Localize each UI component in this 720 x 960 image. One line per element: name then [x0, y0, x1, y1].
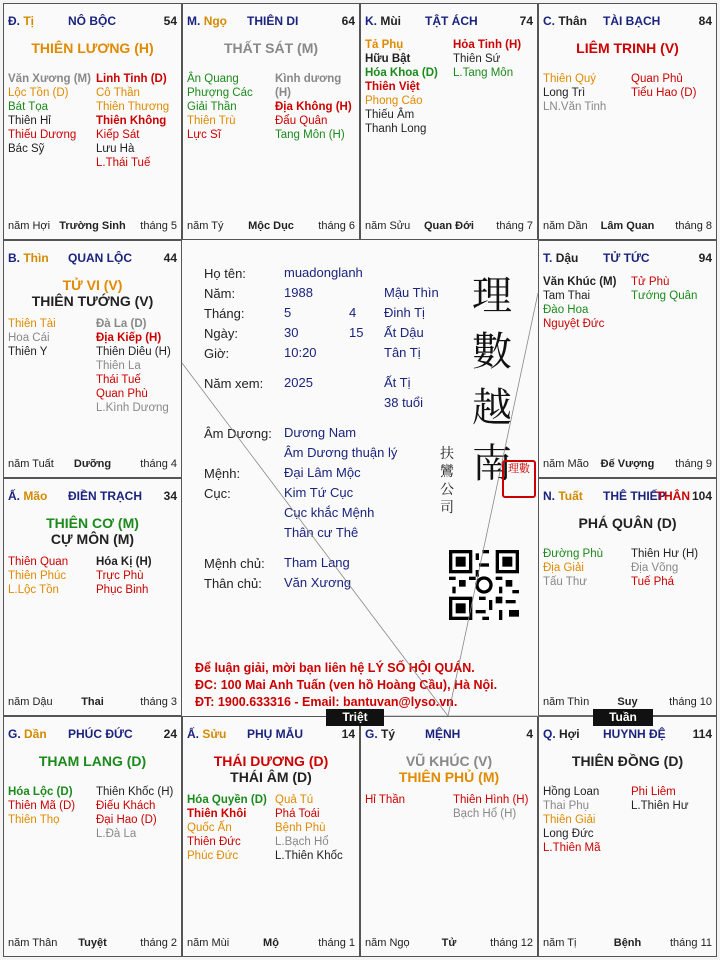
palace-name: THÊ THIẾP [603, 489, 666, 503]
minor-star: Thiên Việt [365, 81, 420, 93]
minor-star: Đường Phù [543, 548, 603, 560]
minor-star: Hỏa Tinh (H) [453, 39, 522, 51]
minor-star: Thiên Khốc (H) [96, 786, 174, 798]
minor-star: Hóa Quyền (D) [187, 794, 267, 806]
minor-star: Ân Quang [187, 73, 239, 85]
minor-star: Linh Tinh (D) [96, 73, 167, 85]
view-label: Năm xem: [204, 376, 264, 391]
palace-name: ĐIỀN TRẠCH [68, 489, 142, 503]
year-label: năm Hợi [8, 220, 51, 232]
calli-char-1: 理 [472, 273, 512, 319]
heavenly-stem: Q. [543, 727, 556, 741]
main-star: THIÊN CƠ (M) [46, 515, 139, 531]
decade-number: 114 [692, 727, 712, 741]
minor-star: Thiếu Dương [8, 129, 77, 141]
minor-star: Thiên Hình (H) [453, 794, 529, 806]
minor-star: Lộc Tồn (D) [8, 87, 69, 99]
aspect-lines [3, 3, 717, 957]
contact-line-1: Để luận giải, mời bạn liên hệ LÝ SỐ HỘI QUÁN. [195, 661, 475, 675]
minor-star: Thiên Thọ [8, 814, 60, 826]
heavenly-stem: Đ. [8, 14, 20, 28]
minor-star: Đào Hoa [543, 304, 589, 316]
minor-star: Tang Môn (H) [275, 129, 345, 141]
amduong-value-2: Âm Dương thuận lý [284, 445, 398, 460]
thanchu-value: Văn Xương [284, 575, 352, 590]
decade-number: 84 [698, 14, 712, 28]
year-label: năm Thân [8, 937, 58, 949]
trang-sinh-label: Trường Sinh [59, 220, 126, 232]
minor-star: Văn Khúc (M) [543, 276, 617, 288]
heavenly-stem: B. [8, 251, 20, 265]
year-label: năm Thìn [543, 696, 590, 708]
day-can: Ất Dậu [384, 325, 424, 340]
minor-star: Văn Xương (M) [8, 73, 91, 85]
name-value: muadonglanh [284, 265, 363, 280]
menhchu-value: Tham Lang [284, 555, 350, 570]
cuc-label: Cục: [204, 486, 231, 501]
calli-char-4: 南 [472, 441, 512, 487]
earthly-branch: Dậu [555, 251, 579, 265]
heavenly-stem: G. [365, 727, 378, 741]
year-label: năm Tị [543, 937, 577, 949]
hour-can: Tân Tị [384, 345, 421, 360]
palace-name: TẬT ÁCH [425, 14, 478, 28]
decade-number: 64 [341, 14, 355, 28]
palace-name: NÔ BỘC [68, 14, 116, 28]
minor-star: L.Kình Dương [96, 402, 169, 414]
heavenly-stem: Ấ. [8, 489, 20, 503]
month-num: 5 [284, 305, 292, 320]
sub-char-1: 扶 [440, 446, 454, 462]
trang-sinh-label: Suy [617, 696, 638, 708]
decade-number: 54 [163, 14, 177, 28]
minor-star: Kình dương (H) [275, 73, 342, 99]
name-label: Họ tên: [204, 266, 246, 281]
minor-star: Kiếp Sát [96, 129, 140, 141]
trang-sinh-label: Tuyệt [78, 937, 107, 949]
minor-star: Bát Tọa [8, 101, 49, 113]
minor-star: Đại Hao (D) [96, 814, 157, 826]
month-label: tháng 12 [490, 937, 533, 949]
calli-char-3: 越 [472, 385, 512, 431]
earthly-branch: Dần [24, 727, 47, 741]
minor-star: L.Bạch Hổ [275, 836, 329, 848]
minor-star: Phượng Các [187, 87, 253, 99]
trang-sinh-label: Mộc Dục [248, 220, 294, 232]
minor-star: Tả Phụ [365, 39, 404, 51]
minor-star: Thiên Quý [543, 73, 597, 85]
amduong-label: Âm Dương: [204, 426, 272, 441]
contact-line-3[interactable]: ĐT: 1900.633316 - Email: bantuvan@lyso.vn. [195, 695, 458, 709]
amduong-value: Dương Nam [284, 425, 357, 440]
main-star: THÁI DƯƠNG (D) [213, 753, 329, 769]
minor-star: Bệnh Phù [275, 822, 326, 834]
heavenly-stem: T. [543, 251, 553, 265]
minor-star: Nguyệt Đức [543, 318, 605, 330]
month-label: tháng 7 [496, 220, 533, 232]
minor-star: Thiên Sứ [453, 53, 501, 65]
earthly-branch: Ngọ [203, 14, 228, 28]
earthly-branch: Tị [23, 14, 35, 28]
minor-star: Phong Cáo [365, 95, 423, 107]
minor-star: Phá Toái [275, 808, 320, 820]
minor-star: Trực Phù [96, 570, 144, 582]
trang-sinh-label: Bệnh [613, 937, 642, 949]
main-star: VŨ KHÚC (V) [405, 753, 493, 769]
palace-name: QUAN LỘC [68, 251, 132, 265]
decade-number: 74 [519, 14, 533, 28]
palace-name: TÀI BẠCH [603, 14, 661, 28]
trang-sinh-label: Dưỡng [73, 458, 112, 470]
minor-star: Thiên Hỉ [8, 115, 51, 127]
day-num: 30 [284, 325, 299, 340]
main-star: THẤT SÁT (M) [223, 40, 319, 56]
minor-star: Địa Không (H) [275, 101, 352, 113]
minor-star: Thanh Long [365, 123, 427, 135]
cuc-value-3: Thân cư Thê [284, 525, 359, 540]
main-star: THIÊN ĐỒNG (D) [571, 753, 684, 769]
minor-star: Thiên Quan [8, 556, 69, 568]
main-star: THIÊN PHỦ (M) [398, 769, 500, 785]
minor-star: Phúc Đức [187, 850, 239, 862]
month-label: tháng 1 [318, 937, 355, 949]
minor-star: Thiên Tài [8, 318, 56, 330]
heavenly-stem: M. [187, 14, 201, 28]
earthly-branch: Mùi [380, 14, 402, 28]
main-star: THAM LANG (D) [38, 753, 147, 769]
hour-value: 10:20 [284, 345, 317, 360]
minor-star: Giải Thần [187, 101, 237, 113]
year-label: năm Dần [543, 220, 588, 232]
minor-star: Tướng Quân [631, 290, 698, 302]
chart-grid [3, 3, 717, 957]
minor-star: Long Trì [543, 87, 586, 99]
than-marker: THÂN [656, 489, 690, 503]
month-label: tháng 10 [669, 696, 712, 708]
minor-star: Đà La (D) [96, 318, 147, 330]
month-lunar: 4 [349, 305, 357, 320]
minor-star: L.Thái Tuế [96, 157, 151, 169]
palace-name: PHỤ MẪU [247, 727, 303, 741]
calli-char-2: 數 [472, 329, 512, 375]
minor-star: Tấu Thư [543, 576, 587, 588]
minor-star: Tam Thai [543, 290, 591, 302]
heavenly-stem: G. [8, 727, 21, 741]
main-star: CỰ MÔN (M) [50, 531, 135, 547]
heavenly-stem: K. [365, 14, 377, 28]
minor-star: Thiên Trù [187, 115, 236, 127]
minor-star: Quả Tú [275, 794, 314, 806]
decade-number: 4 [526, 727, 533, 741]
palace-name: HUYNH ĐỆ [603, 727, 666, 741]
sub-char-2: 鸞 [440, 464, 454, 480]
heavenly-stem: N. [543, 489, 555, 503]
minor-star: Bạch Hổ (H) [453, 808, 517, 820]
main-star: THÁI ÂM (D) [230, 769, 312, 785]
view-year: 2025 [284, 375, 313, 390]
day-label: Ngày: [204, 326, 238, 341]
minor-star: L.Tang Môn [453, 67, 514, 79]
cuc-value-2: Cục khắc Mệnh [284, 505, 375, 520]
month-label: tháng 4 [140, 458, 177, 470]
year-label: năm Tý [187, 220, 224, 232]
minor-star: Tiểu Hao (D) [631, 87, 697, 99]
sub-char-4: 司 [440, 500, 454, 516]
trang-sinh-label: Đế Vượng [600, 458, 655, 470]
year-label: năm Mùi [187, 937, 230, 949]
year-num: 1988 [284, 285, 313, 300]
minor-star: Thiên Không [96, 115, 167, 127]
main-star: TỬ VI (V) [62, 277, 123, 293]
minor-star: Thai Phụ [543, 800, 590, 812]
palace-name: THIÊN DI [247, 14, 299, 28]
month-label: tháng 2 [140, 937, 177, 949]
year-label: năm Tuất [8, 458, 54, 470]
minor-star: Lưu Hà [96, 143, 135, 155]
year-label: năm Sửu [365, 220, 411, 232]
decade-number: 44 [163, 251, 177, 265]
day-lunar: 15 [349, 325, 364, 340]
earthly-branch: Hợi [559, 727, 580, 741]
minor-star: Quốc Ấn [187, 822, 232, 834]
trang-sinh-label: Tử [441, 937, 457, 949]
minor-star: Phục Binh [96, 584, 149, 596]
sub-char-3: 公 [440, 482, 454, 498]
year-label: Năm: [204, 286, 236, 301]
minor-star: Thiếu Âm [365, 109, 415, 121]
view-can: Ất Tị [384, 375, 411, 390]
palace-name: TỬ TỨC [603, 251, 650, 265]
decade-number: 34 [163, 489, 177, 503]
minor-star: Hóa Lộc (D) [8, 786, 73, 798]
decade-number: 24 [163, 727, 177, 741]
trang-sinh-label: Mộ [263, 937, 279, 949]
minor-star: Lực Sĩ [187, 129, 221, 141]
main-star: LIÊM TRINH (V) [576, 40, 679, 56]
earthly-branch: Tý [381, 727, 396, 741]
triet-marker: Triệt [326, 709, 384, 726]
minor-star: L.Đà La [96, 828, 137, 840]
menhchu-label: Mệnh chủ: [204, 556, 265, 571]
minor-star: Phi Liêm [631, 786, 676, 798]
palace-name: MỆNH [425, 727, 461, 741]
trang-sinh-label: Thai [81, 696, 104, 708]
minor-star: Hóa Kị (H) [96, 556, 152, 568]
menh-label: Mệnh: [204, 466, 241, 481]
minor-star: Thiên Hư (H) [631, 548, 699, 560]
year-label: năm Dậu [8, 696, 53, 708]
minor-star: Tuế Phá [631, 576, 675, 588]
earthly-branch: Sửu [202, 727, 227, 741]
minor-star: Địa Kiếp (H) [96, 332, 162, 344]
main-star: PHÁ QUÂN (D) [578, 515, 677, 531]
decade-number: 14 [341, 727, 355, 741]
month-label: Tháng: [204, 306, 245, 321]
heavenly-stem: C. [543, 14, 555, 28]
minor-star: Thiên Giải [543, 814, 596, 826]
minor-star: LN.Văn Tinh [543, 101, 607, 113]
decade-number: 94 [698, 251, 712, 265]
menh-value: Đại Lâm Mộc [284, 465, 361, 480]
minor-star: Hóa Khoa (D) [365, 67, 438, 79]
minor-star: Thái Tuế [96, 374, 141, 386]
month-label: tháng 5 [140, 220, 177, 232]
month-label: tháng 8 [675, 220, 712, 232]
minor-star: Hữu Bật [365, 53, 411, 65]
minor-star: Hồng Loan [543, 786, 600, 798]
month-label: tháng 9 [675, 458, 712, 470]
trang-sinh-label: Quan Đới [424, 220, 474, 232]
contact-line-2: ĐC: 100 Mai Anh Tuấn (ven hồ Hoàng Cầu), Hà Nội. [195, 678, 498, 692]
main-star: THIÊN TƯỚNG (V) [31, 293, 154, 309]
minor-star: Thiên Y [8, 346, 48, 358]
earthly-branch: Thân [558, 14, 588, 28]
thanchu-label: Thân chủ: [204, 576, 262, 591]
minor-star: Long Đức [543, 828, 594, 840]
earthly-branch: Mão [23, 489, 48, 503]
cuc-value: Kim Tứ Cục [284, 485, 354, 500]
minor-star: Quan Phù [96, 388, 148, 400]
year-can: Mậu Thìn [384, 285, 439, 300]
month-can: Đinh Tị [384, 305, 425, 320]
minor-star: L.Lộc Tồn [8, 584, 59, 596]
minor-star: Hoa Cái [8, 332, 50, 344]
minor-star: Tử Phù [631, 276, 670, 288]
minor-star: Quan Phủ [631, 73, 683, 85]
minor-star: L.Thiên Khốc [275, 850, 343, 862]
minor-star: Thiên La [96, 360, 141, 372]
trang-sinh-label: Lâm Quan [600, 220, 655, 232]
month-label: tháng 3 [140, 696, 177, 708]
minor-star: Thiên Đức [187, 836, 241, 848]
minor-star: Thiên Mã (D) [8, 800, 76, 812]
tuan-marker: Tuần [593, 709, 653, 726]
minor-star: Điếu Khách [96, 800, 156, 812]
minor-star: L.Thiên Hư [631, 800, 689, 812]
heavenly-stem: Ấ. [187, 727, 199, 741]
month-label: tháng 11 [669, 937, 712, 949]
minor-star: Hỉ Thần [365, 794, 406, 806]
minor-star: Thiên Phúc [8, 570, 67, 582]
main-star: THIÊN LƯƠNG (H) [31, 40, 154, 56]
palace-name: PHÚC ĐỨC [68, 727, 133, 741]
minor-star: Địa Võng [631, 562, 679, 574]
month-label: tháng 6 [318, 220, 355, 232]
year-label: năm Ngọ [365, 937, 410, 949]
minor-star: Thiên Khôi [187, 808, 247, 820]
minor-star: Địa Giải [543, 562, 584, 574]
minor-star: Thiên Diêu (H) [96, 346, 171, 358]
minor-star: L.Thiên Mã [543, 842, 601, 854]
minor-star: Đẩu Quân [275, 115, 328, 127]
earthly-branch: Thìn [23, 251, 49, 265]
decade-number: 104 [691, 489, 712, 503]
red-seal: 理數 [502, 460, 536, 498]
minor-star: Thiên Thương [96, 101, 170, 113]
minor-star: Bác Sỹ [8, 143, 45, 155]
hour-label: Giờ: [204, 346, 230, 361]
earthly-branch: Tuất [558, 489, 583, 503]
minor-star: Cô Thần [96, 87, 140, 99]
year-label: năm Mão [543, 458, 589, 470]
age: 38 tuổi [384, 395, 424, 410]
